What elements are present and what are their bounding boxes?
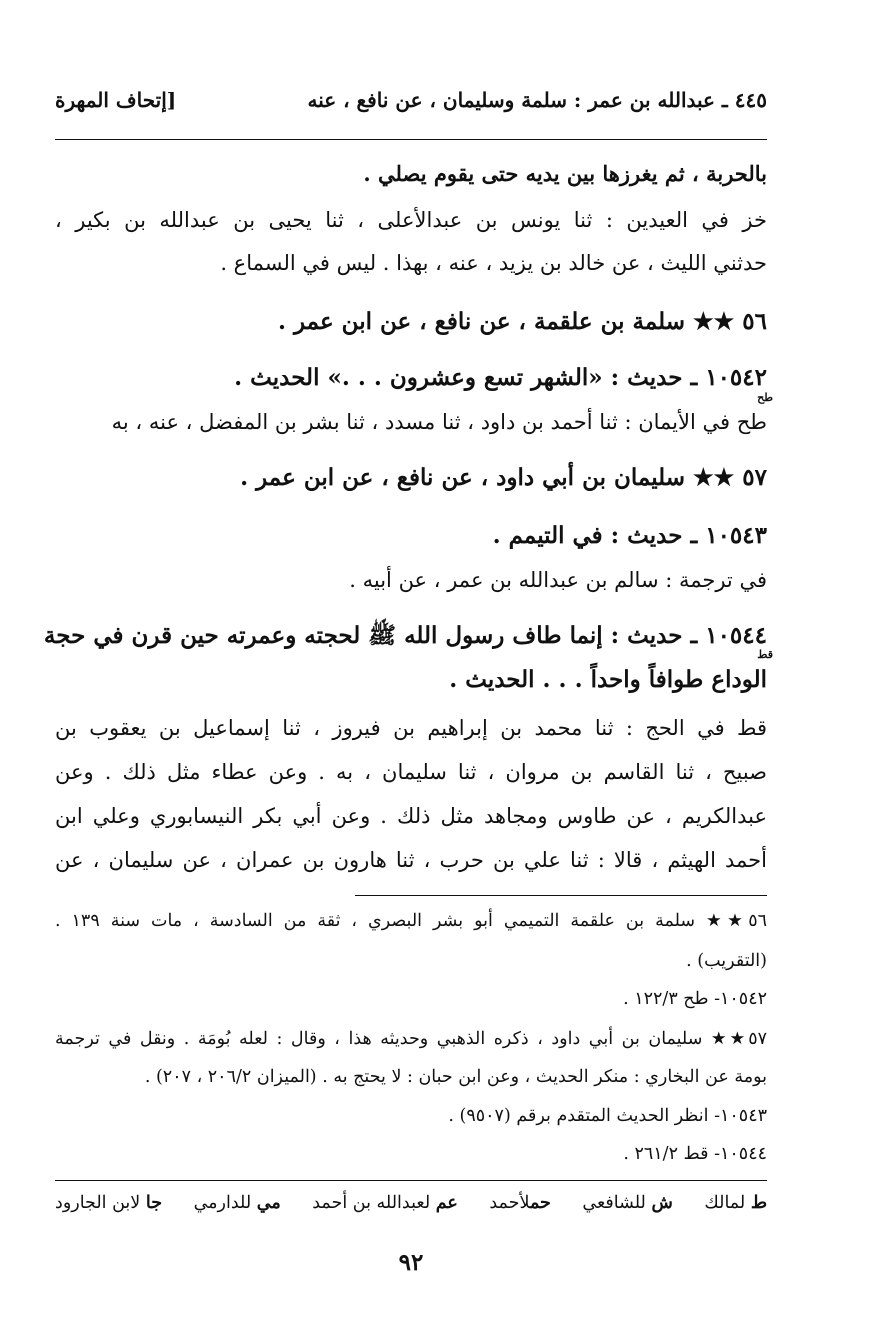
footnote-line: (التقريب) . — [686, 951, 767, 971]
header-rule — [55, 139, 767, 140]
text-line: عبدالكريم ، عن طاوس ومجاهد مثل ذلك . وعن أبي بكر النيسابوري وعلي ابن — [55, 804, 767, 828]
footnote-line: ١٠٥٤٤- قط ٢٦١/٢ . — [623, 1144, 767, 1164]
footnote-rule — [355, 895, 767, 896]
hadith-heading-10542: ١٠٥٤٢ ـ حديث : «الشهر تسع وعشرون . . .» الحديث . — [234, 364, 767, 391]
footnote-line: ٥٧★★ سليمان بن أبي داود ، ذكره الذهبي وحديثه هذا ، وقال : لعله بُومَة . ونقل في ترجمة — [55, 1029, 767, 1049]
narrator-heading-56: ٥٦ ★★ سلمة بن علقمة ، عن نافع ، عن ابن عمر . — [277, 308, 767, 335]
footnote-line: ١٠٥٤٣- انظر الحديث المتقدم برقم (٩٥٠٧) . — [448, 1106, 767, 1126]
legend-item: جا لابن الجارود — [55, 1193, 163, 1213]
legend-item: حملأحمد — [489, 1193, 551, 1213]
footnote-line: بومة عن البخاري : منكر الحديث ، وعن ابن حبان : لا يحتج به . (الميزان ٢٠٦/٢ ، ٢٠٧) . — [144, 1067, 767, 1087]
book-page — [43, 0, 773, 1333]
footnote-line: ١٠٥٤٢- طح ١٢٢/٣ . — [623, 989, 767, 1009]
text-line: في ترجمة : سالم بن عبدالله بن عمر ، عن أبيه . — [349, 568, 767, 592]
hadith-heading-10543: ١٠٥٤٣ ـ حديث : في التيمم . — [492, 522, 767, 549]
text-line: صبيح ، ثنا القاسم بن مروان ، ثنا سليمان ، به . وعن عطاء مثل ذلك . وعن — [55, 760, 767, 784]
source-sigla: طح — [757, 391, 773, 404]
header-chapter-title: ٤٤٥ ـ عبدالله بن عمر : سلمة وسليمان ، عن نافع ، عنه — [307, 88, 767, 112]
legend-item: مي للدارمي — [193, 1193, 281, 1213]
text-line: قط في الحج : ثنا محمد بن إبراهيم بن فيروز ، ثنا إسماعيل بن يعقوب بن — [55, 716, 767, 740]
text-line: طح في الأيمان : ثنا أحمد بن داود ، ثنا مسدد ، ثنا بشر بن المفضل ، عنه ، به — [111, 410, 767, 434]
page-number: ٩٢ — [398, 1249, 424, 1276]
legend-item: ط لمالك — [704, 1193, 767, 1213]
text-line: حدثني الليث ، عن خالد بن يزيد ، عنه ، بهذا . ليس في السماع . — [220, 251, 767, 275]
legend-item: ش للشافعي — [582, 1193, 673, 1213]
text-line: أحمد الهيثم ، قالا : ثنا علي بن حرب ، ثنا هارون بن عمران ، عن سليمان ، عن — [55, 848, 767, 872]
footnote-line: ٥٦★★ سلمة بن علقمة التميمي أبو بشر البصري ، ثقة من السادسة ، مات سنة ١٣٩ . — [55, 911, 767, 931]
abbreviation-legend — [55, 1193, 767, 1213]
legend-item: عم لعبدالله بن أحمد — [312, 1193, 458, 1213]
hadith-heading-10544: ١٠٥٤٤ ـ حديث : إنما طاف رسول الله ﷺ لحجته وعمرته حين قرن في حجة — [43, 622, 767, 649]
legend-rule — [55, 1180, 767, 1181]
running-header — [55, 88, 767, 122]
text-line: بالحربة ، ثم يغرزها بين يديه حتى يقوم يصلي . — [363, 161, 767, 186]
hadith-heading-10544-cont: الوداع طوافاً واحداً . . . الحديث . — [449, 666, 767, 693]
text-line: خز في العيدين : ثنا يونس بن عبدالأعلى ، ثنا يحيى بن عبدالله بن بكير ، — [55, 208, 767, 232]
source-sigla: قط — [757, 648, 773, 661]
narrator-heading-57: ٥٧ ★★ سليمان بن أبي داود ، عن نافع ، عن ابن عمر . — [240, 464, 767, 491]
header-book-title: [إتحاف المهرة — [55, 88, 177, 112]
